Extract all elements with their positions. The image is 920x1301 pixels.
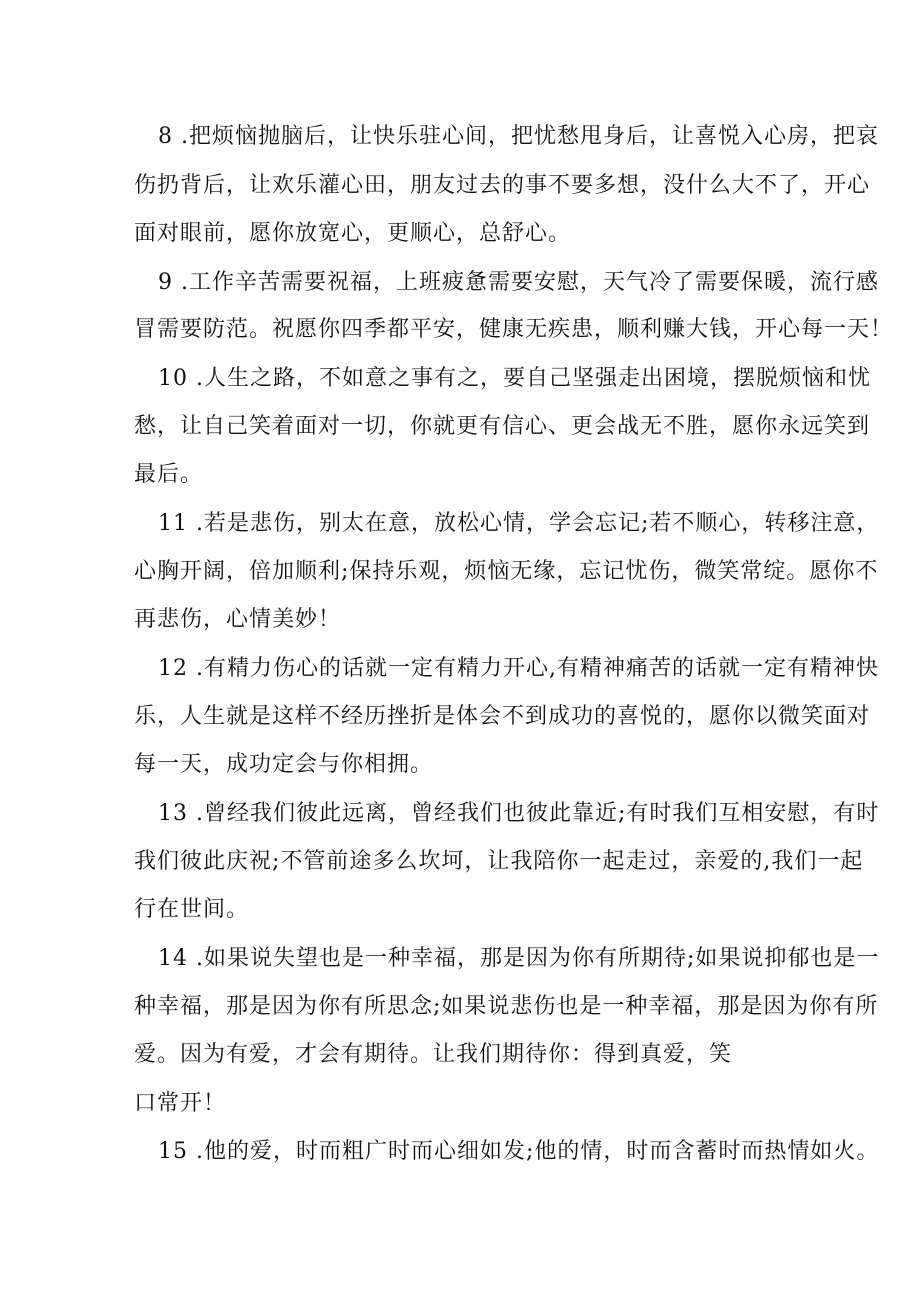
paragraph-12-line-2: 乐，人生就是这样不经历挫折是体会不到成功的喜悦的，愿你以微笑面对	[134, 704, 871, 729]
paragraph-14-line-1: 14 .如果说失望也是一种幸福，那是因为你有所期待;如果说抑郁也是一	[158, 946, 880, 971]
paragraph-12-line-3: 每一天，成功定会与你相拥。	[134, 752, 434, 777]
paragraph-11-line-3: 再悲伤，心情美妙！	[134, 607, 342, 632]
paragraph-14-line-2: 种幸福，那是因为你有所思念;如果说悲伤也是一种幸福，那是因为你有所	[134, 994, 879, 1019]
paragraph-9-line-2: 冒需要防范。祝愿你四季都平安，健康无疾患，顺利赚大钱，开心每一天！	[134, 317, 894, 342]
paragraph-10-line-1: 10 .人生之路，不如意之事有之，要自己坚强走出困境，摆脱烦恼和忧	[158, 366, 871, 391]
paragraph-14-line-4: 口常开！	[134, 1091, 227, 1116]
paragraph-9-line-1: 9 .工作辛苦需要祝福，上班疲惫需要安慰，天气冷了需要保暖，流行感	[158, 270, 879, 295]
paragraph-8-line-2: 伤扔背后，让欢乐灌心田，朋友过去的事不要多想，没什么大不了，开心	[134, 173, 871, 198]
paragraph-11-line-1: 11 .若是悲伤，别太在意，放松心情，学会忘记;若不顺心，转移注意，	[158, 511, 880, 536]
paragraph-8-line-3: 面对眼前，愿你放宽心，更顺心，总舒心。	[134, 221, 572, 246]
paragraph-10-line-3: 最后。	[134, 462, 204, 487]
paragraph-12-line-1: 12 .有精力伤心的话就一定有精力开心,有精神痛苦的话就一定有精神快	[158, 656, 879, 681]
paragraph-11-line-2: 心胸开阔，倍加顺利;保持乐观，烦恼无缘，忘记忧伤，微笑常绽。愿你不	[134, 559, 879, 584]
paragraph-8-line-1: 8 .把烦恼抛脑后，让快乐驻心间，把忧愁甩身后，让喜悦入心房，把哀	[158, 124, 879, 149]
paragraph-13-line-1: 13 .曾经我们彼此远离，曾经我们也彼此靠近;有时我们互相安慰，有时	[158, 801, 880, 826]
paragraph-13-line-3: 行在世间。	[134, 897, 250, 922]
paragraph-15-line-1: 15 .他的爱，时而粗广时而心细如发;他的情，时而含蓄时而热情如火。	[158, 1139, 880, 1164]
paragraph-10-line-2: 愁，让自己笑着面对一切，你就更有信心、更会战无不胜，愿你永远笑到	[134, 414, 871, 439]
paragraph-14-line-3: 爱。因为有爱，才会有期待。让我们期待你：得到真爱，笑	[134, 1042, 733, 1067]
paragraph-13-line-2: 我们彼此庆祝;不管前途多么坎坷，让我陪你一起走过，亲爱的,我们一起	[134, 849, 864, 874]
